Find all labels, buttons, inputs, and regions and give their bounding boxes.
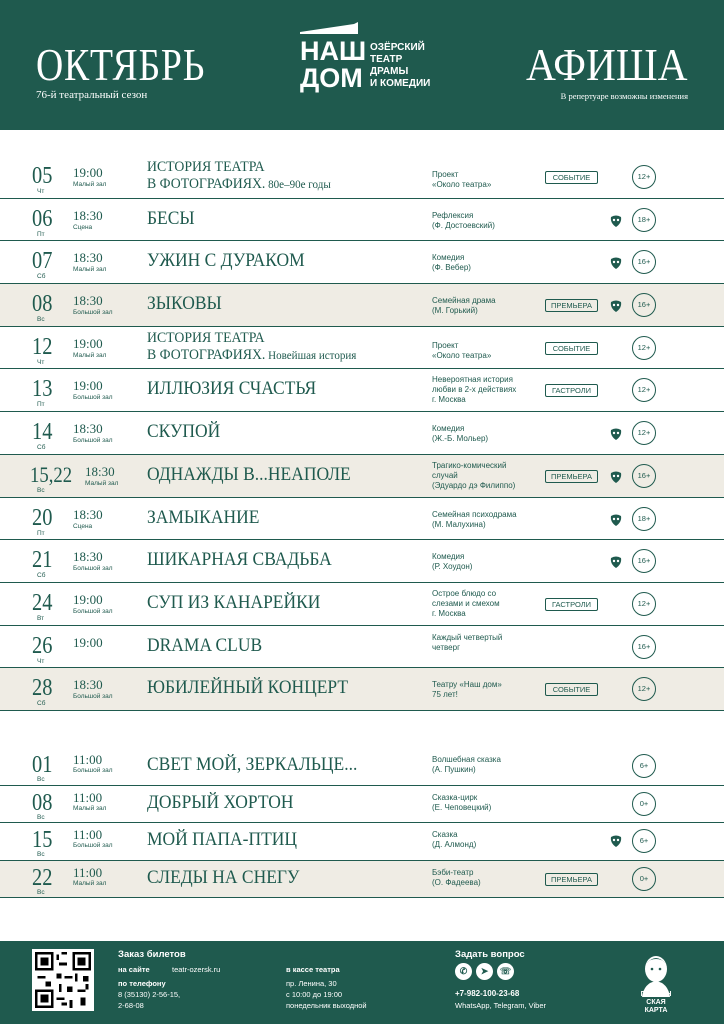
event-row[interactable]: [0, 540, 724, 583]
event-genre-line2: (Ф. Вебер): [432, 263, 471, 273]
event-time: 19:00: [73, 335, 103, 351]
event-title[interactable]: [147, 159, 331, 193]
event-weekday: Сб: [37, 444, 46, 452]
event-day: 15,22: [30, 461, 73, 487]
event-badge: СОБЫТИЕ: [545, 342, 598, 355]
event-day: 20: [32, 504, 53, 531]
event-weekday: Вс: [37, 813, 45, 821]
event-title-line1: ИСТОРИЯ ТЕАТРА: [147, 159, 265, 175]
event-genre-line3: г. Москва: [432, 395, 466, 405]
event-weekday: Вс: [37, 888, 45, 896]
event-genre-line2: (А. Пушкин): [432, 765, 476, 774]
age-rating: 12+: [632, 336, 656, 360]
event-hall: Сцена: [73, 522, 93, 530]
event-title[interactable]: DRAMA CLUB: [147, 634, 263, 656]
event-genre: [432, 375, 516, 405]
event-day: 26: [32, 632, 53, 659]
event-badge: СОБЫТИЕ: [545, 683, 598, 696]
event-genre-line2: «Около театра»: [432, 180, 492, 189]
pushkin-line1: ПУШКИН: [640, 991, 672, 998]
viber-icon[interactable]: ☏: [497, 963, 514, 980]
event-genre: [432, 552, 472, 572]
age-rating: 12+: [632, 421, 656, 445]
event-time: 11:00: [73, 789, 103, 805]
kids-events-list: [0, 748, 724, 898]
logo-name-line2: ДОМ: [300, 63, 363, 93]
event-genre: [432, 868, 481, 888]
event-genre: [432, 755, 501, 775]
age-rating: 16+: [632, 293, 656, 317]
changes-note: В репертуаре возможны изменения: [560, 91, 688, 101]
event-hall: Большой зал: [73, 437, 113, 445]
phone-number-2[interactable]: 2-68-08: [118, 1001, 144, 1010]
event-time: 18:30: [73, 250, 103, 266]
event-time: 18:30: [73, 207, 103, 223]
event-title[interactable]: СКУПОЙ: [147, 421, 221, 443]
mask-icon: [609, 834, 623, 848]
event-day: 08: [32, 789, 53, 816]
order-title: Заказ билетов: [118, 949, 186, 960]
event-genre-line1: Острое блюдо со: [432, 588, 497, 598]
event-row[interactable]: [0, 626, 724, 669]
mask-icon: [609, 513, 623, 527]
event-hall: Большой зал: [73, 767, 113, 774]
event-genre: [432, 211, 495, 231]
event-title[interactable]: ДОБРЫЙ ХОРТОН: [147, 791, 294, 813]
event-title-line2-main: В ФОТОГРАФИЯХ.: [147, 176, 266, 192]
logo-sub-line1: ОЗЁРСКИЙ: [370, 42, 425, 53]
event-title-line2-sub: Новейшая история: [265, 347, 357, 362]
event-row[interactable]: [0, 284, 724, 327]
event-genre-line1: Бэби-театр: [432, 867, 474, 877]
event-day: 08: [32, 291, 53, 318]
event-genre-line2: слезами и смехом: [432, 598, 500, 608]
event-hall: Большой зал: [73, 394, 113, 402]
event-genre-line2: (О. Фадеева): [432, 877, 481, 887]
event-title-line2: [147, 347, 356, 364]
telegram-icon[interactable]: ➤: [476, 963, 493, 980]
qr-code-icon[interactable]: [32, 949, 94, 1011]
event-title[interactable]: СУП ИЗ КАНАРЕЙКИ: [147, 591, 321, 613]
event-day: 01: [32, 752, 53, 778]
event-badge: ПРЕМЬЕРА: [545, 873, 598, 886]
event-genre: [432, 341, 491, 361]
event-title[interactable]: ИЛЛЮЗИЯ СЧАСТЬЯ: [147, 378, 317, 400]
pushkin-line3: КАРТА: [644, 1007, 668, 1014]
event-day: 22: [32, 864, 53, 891]
event-title[interactable]: БЕСЫ: [147, 207, 195, 229]
event-badge: ГАСТРОЛИ: [545, 598, 598, 611]
box-office-label: в кассе театра: [286, 965, 340, 974]
event-genre: [432, 424, 488, 444]
mask-icon: [609, 555, 623, 569]
logo-subtitle: [370, 42, 450, 90]
age-rating: 12+: [632, 592, 656, 616]
messengers-list: WhatsApp, Telegram, Viber: [455, 1001, 547, 1010]
event-genre-line1: Рефлексия: [432, 210, 474, 220]
event-genre-line2: случай: [432, 470, 458, 480]
event-time: 18:30: [73, 506, 103, 522]
event-genre-line2: (Д. Алмонд): [432, 840, 477, 849]
event-row[interactable]: [0, 583, 724, 626]
age-rating: 12+: [632, 165, 656, 189]
afisha-title: АФИША: [526, 39, 688, 90]
event-weekday: Пт: [37, 230, 45, 238]
ask-question-title: Задать вопрос: [455, 949, 525, 960]
event-time: 18:30: [85, 463, 115, 479]
event-row[interactable]: [0, 668, 724, 711]
event-day: 15: [32, 827, 53, 853]
event-hall: Большой зал: [73, 607, 113, 615]
header: [0, 0, 724, 130]
event-genre-line1: Семейная драма: [432, 296, 496, 306]
event-genre-line1: Семейная психодрама: [432, 509, 517, 519]
event-genre: [432, 170, 491, 190]
event-genre-line1: Невероятная история: [432, 375, 513, 385]
month-title: ОКТЯБРЬ: [36, 39, 206, 90]
age-rating: 16+: [632, 250, 656, 274]
event-genre-line2: «Около театра»: [432, 350, 492, 360]
event-day: 28: [32, 675, 53, 702]
age-rating: 6+: [632, 754, 656, 778]
event-weekday: Чт: [37, 358, 45, 366]
event-title[interactable]: ЗАМЫКАНИЕ: [147, 506, 260, 528]
event-row[interactable]: [0, 156, 724, 199]
event-time: 18:30: [73, 421, 103, 437]
event-time: 18:30: [73, 677, 103, 693]
event-genre: [432, 793, 491, 813]
logo-name-line1: НАШ: [300, 36, 367, 66]
event-badge: ПРЕМЬЕРА: [545, 299, 598, 312]
event-hall: Малый зал: [73, 804, 107, 812]
event-weekday: Сб: [37, 273, 46, 281]
event-genre-line2: (Е. Чеповецкий): [432, 802, 492, 812]
event-title[interactable]: ЗЫКОВЫ: [147, 293, 222, 315]
event-genre-line2: (Ж.-Б. Мольер): [432, 434, 489, 444]
event-genre-line3: (Эдуардо дэ Филиппо): [432, 480, 516, 490]
mask-icon: [609, 427, 623, 441]
event-row[interactable]: [0, 327, 724, 370]
event-weekday: Пт: [37, 529, 45, 537]
event-time: 19:00: [73, 165, 103, 180]
event-day: 14: [32, 419, 53, 446]
event-genre-line2: (М. Малухина): [432, 519, 486, 529]
age-rating: 6+: [632, 829, 656, 853]
event-genre-line1: Комедия: [432, 424, 465, 434]
event-row[interactable]: [0, 241, 724, 284]
box-office-hours: с 10:00 до 19:00: [286, 990, 343, 999]
event-weekday: Сб: [37, 700, 46, 708]
qr-code-graphic: [35, 952, 91, 1008]
event-title[interactable]: [147, 330, 356, 364]
event-title-line2-sub: 80е–90е годы: [265, 177, 331, 191]
event-genre-line1: Волшебная сказка: [432, 755, 501, 764]
age-rating: 12+: [632, 677, 656, 701]
event-row[interactable]: [0, 199, 724, 242]
event-genre: [432, 680, 502, 700]
phone-label: по телефону: [118, 979, 166, 988]
phone-number-1[interactable]: 8 (35130) 2-56-15,: [118, 990, 181, 999]
mask-icon: [609, 299, 623, 313]
event-time: 19:00: [73, 378, 103, 394]
event-genre-line1: Каждый четвертый: [432, 632, 503, 642]
event-title[interactable]: ЮБИЛЕЙНЫЙ КОНЦЕРТ: [147, 677, 349, 699]
season-caption: 76-й театральный сезон: [36, 89, 148, 101]
pushkin-card-text: [626, 991, 686, 1015]
box-office-dayoff: понедельник выходной: [286, 1001, 367, 1010]
event-badge: СОБЫТИЕ: [545, 171, 598, 184]
event-hall: Малый зал: [73, 266, 107, 274]
event-row[interactable]: [0, 786, 724, 824]
event-day: 24: [32, 589, 53, 616]
event-genre-line3: г. Москва: [432, 608, 466, 618]
logo-sub-line4: И КОМЕДИИ: [370, 78, 431, 89]
age-rating: 0+: [632, 792, 656, 816]
event-genre-line1: Сказка-цирк: [432, 792, 478, 802]
event-genre-line1: Проект: [432, 340, 459, 350]
event-badge: ГАСТРОЛИ: [545, 384, 598, 397]
event-genre-line2: любви в 2-х действиях: [432, 385, 517, 395]
site-label: на сайте: [118, 965, 150, 974]
age-rating: 16+: [632, 464, 656, 488]
event-genre-line2: (Ф. Достоевский): [432, 220, 495, 230]
event-genre-line1: Трагико-комический: [432, 460, 507, 470]
event-genre-line2: 75 лет!: [432, 690, 458, 700]
event-row[interactable]: [0, 455, 724, 498]
logo-flag-icon: [300, 22, 358, 34]
event-day: 12: [32, 333, 53, 360]
event-row[interactable]: [0, 823, 724, 861]
event-hall: Малый зал: [73, 879, 107, 887]
event-weekday: Чт: [37, 188, 45, 195]
event-weekday: Вс: [37, 776, 45, 783]
event-genre: [432, 253, 471, 273]
event-weekday: Чт: [37, 657, 45, 665]
event-weekday: Пт: [37, 401, 45, 409]
logo-sub-line3: ДРАМЫ: [370, 66, 409, 77]
age-rating: 16+: [632, 635, 656, 659]
event-genre-line2: (М. Горький): [432, 306, 478, 316]
site-link[interactable]: teatr-ozersk.ru: [172, 965, 221, 974]
event-hall: Большой зал: [73, 565, 113, 573]
event-genre-line2: (Р. Хоудон): [432, 562, 473, 572]
event-genre-line1: Сказка: [432, 830, 458, 839]
event-time: 11:00: [73, 752, 103, 767]
event-hall: Малый зал: [73, 181, 107, 188]
event-title[interactable]: МОЙ ПАПА-ПТИЦ: [147, 829, 298, 850]
event-title[interactable]: ОДНАЖДЫ В...НЕАПОЛЕ: [147, 463, 351, 485]
event-hall: Большой зал: [73, 693, 113, 701]
event-genre: [432, 510, 517, 530]
event-day: 21: [32, 547, 53, 574]
logo-sub-line2: ТЕАТР: [370, 54, 403, 65]
messenger-icons: [455, 963, 514, 981]
age-rating: 12+: [632, 378, 656, 402]
event-day: 07: [32, 248, 53, 275]
age-rating: 18+: [632, 507, 656, 531]
event-day: 06: [32, 205, 53, 232]
event-weekday: Вс: [37, 486, 45, 494]
pushkin-line2: СКАЯ: [646, 999, 666, 1006]
event-hall: Большой зал: [73, 842, 113, 849]
event-time: 11:00: [73, 827, 103, 842]
age-rating: 16+: [632, 549, 656, 573]
event-genre-line2: четверг: [432, 642, 460, 652]
event-row[interactable]: [0, 861, 724, 899]
event-title-line2: [147, 176, 331, 193]
footer: [0, 941, 724, 1024]
event-genre-line1: Комедия: [432, 552, 465, 562]
event-badge: ПРЕМЬЕРА: [545, 470, 598, 483]
event-day: 13: [32, 376, 53, 403]
event-time: 18:30: [73, 293, 103, 309]
event-time: 19:00: [73, 634, 103, 650]
event-genre: [432, 589, 500, 619]
event-genre: [432, 830, 476, 850]
event-title-line1: ИСТОРИЯ ТЕАТРА: [147, 329, 265, 346]
age-rating: 18+: [632, 208, 656, 232]
logo-name: [300, 38, 366, 92]
event-row[interactable]: [0, 498, 724, 541]
event-hall: Малый зал: [85, 479, 119, 487]
theatre-logo[interactable]: [296, 22, 446, 108]
event-title[interactable]: СЛЕДЫ НА СНЕГУ: [147, 866, 300, 888]
event-weekday: Сб: [37, 572, 46, 580]
event-row[interactable]: [0, 369, 724, 412]
event-title[interactable]: ШИКАРНАЯ СВАДЬБА: [147, 549, 332, 571]
mask-icon: [609, 214, 623, 228]
event-time: 19:00: [73, 591, 103, 607]
event-row[interactable]: [0, 412, 724, 455]
mask-icon: [609, 470, 623, 484]
event-hall: Большой зал: [73, 309, 113, 317]
box-office-address: пр. Ленина, 30: [286, 979, 337, 988]
event-genre: [432, 461, 515, 491]
age-rating: 0+: [632, 867, 656, 891]
event-weekday: Вс: [37, 851, 45, 858]
event-title[interactable]: УЖИН С ДУРАКОМ: [147, 250, 305, 272]
event-genre-line1: Комедия: [432, 253, 465, 263]
event-weekday: Вт: [37, 614, 45, 622]
event-day: 05: [32, 163, 53, 189]
event-genre-line1: Театру «Наш дом»: [432, 680, 502, 690]
whatsapp-icon[interactable]: ✆: [455, 963, 472, 980]
event-genre: [432, 633, 502, 653]
event-hall: Сцена: [73, 223, 93, 231]
event-genre: [432, 296, 496, 316]
event-row[interactable]: [0, 748, 724, 786]
event-hall: Малый зал: [73, 351, 107, 359]
mask-icon: [609, 256, 623, 270]
event-title-line2-main: В ФОТОГРАФИЯХ.: [147, 346, 266, 363]
ask-phone[interactable]: +7-982-100-23-68: [455, 989, 520, 998]
event-genre-line1: Проект: [432, 170, 459, 179]
events-list: [0, 156, 724, 711]
event-time: 18:30: [73, 549, 103, 565]
event-time: 11:00: [73, 864, 103, 880]
event-weekday: Вс: [37, 316, 45, 324]
event-title[interactable]: СВЕТ МОЙ, ЗЕРКАЛЬЦЕ...: [147, 754, 358, 775]
